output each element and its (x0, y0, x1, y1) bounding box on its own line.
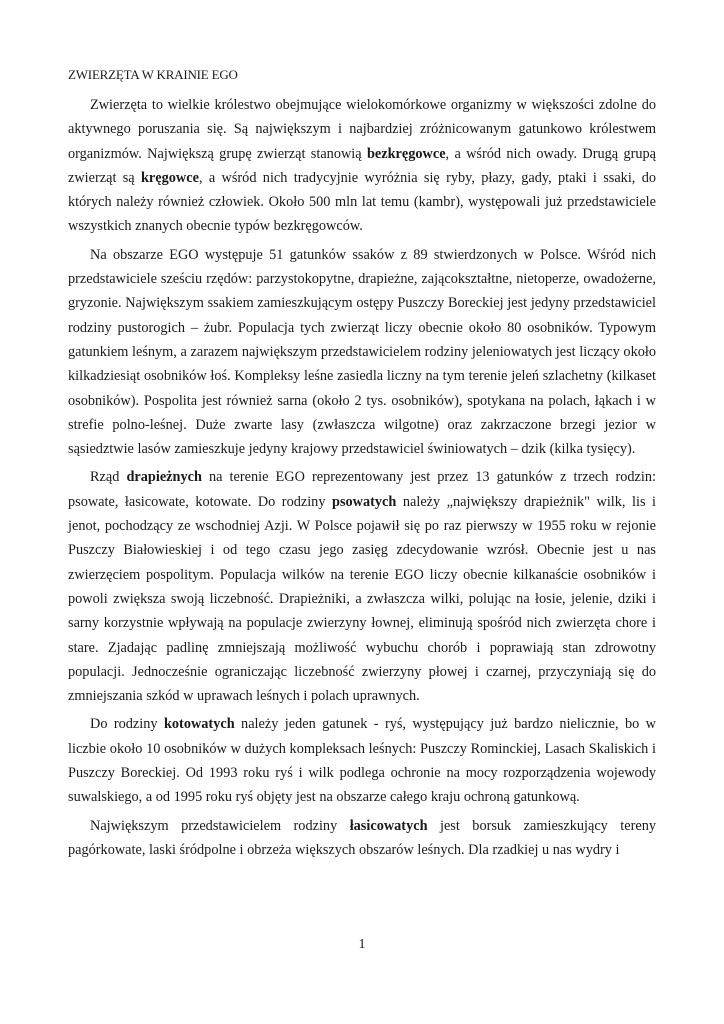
text-run: należy „największy drapieżnik" wilk, lis i jenot, pochodzący ze wschodniej Azji. W Polsce pojawił się po raz pierwszy w 1955 roku w rejonie Puszczy Białowieskiej i od tego czasu jego zasięg zdecydowanie wzrósł. Obecnie jest u nas zwierzęciem pospolitym. Populacja wilków na terenie EGO liczy obecnie kilkanaście osobników i powoli zwiększa swoją liczebność. Drapieżniki, a zwłaszcza wilki, polując na łosie, jelenie, dziki i sarny korzystnie wpływają na populacje zwierzyny łownej, eliminują spośród nich zwierzęta chore i stare. Zjadając padlinę zmniejszają możliwość wybuchu chorób i poprawiają stan zdrowotny populacji. Jednocześnie ograniczając liczebność zwierzyny płowej i czarnej, przyczyniają się do zmniejszania szkód w uprawach leśnych i polach uprawnych. (68, 493, 656, 705)
text-run: Największym przedstawicielem rodziny (90, 817, 350, 834)
document-body (68, 93, 656, 862)
paragraph (68, 465, 656, 708)
bold-term: łasicowatych (349, 817, 428, 834)
text-run: jest borsuk zamieszkujący tereny pagórkowate, laski śródpolne i obrzeża większych obszarów leśnych. Dla rzadkiej u nas wydry i (68, 817, 656, 858)
bold-term: kręgowce (140, 169, 199, 186)
paragraph (68, 712, 656, 809)
text-run: , a wśród nich tradycyjnie wyróżnia się ryby, płazy, gady, ptaki i ssaki, do których należy również człowiek. Około 500 mln lat temu (kambr), występowali już przedstawiciele wszystkich znanych obecnie typów bezkręgowców. (68, 169, 656, 235)
document-title: ZWIERZĘTA W KRAINIE EGO (68, 67, 238, 82)
paragraph (68, 243, 656, 462)
text-run: Na obszarze EGO występuje 51 gatunków ssaków z 89 stwierdzonych w Polsce. Wśród nich przedstawiciele sześciu rzędów: parzystokopytne, drapieżne, zającokształtne, nietoperze, owadożerne, gryzonie. Największym ssakiem zamieszkującym ostępy Puszczy Boreckiej jest jedyny przedstawiciel rodziny pustorogich – żubr. Populacja tych zwierząt liczy obecnie około 80 osobników. Typowym gatunkiem leśnym, a zarazem największym przedstawicielem rodziny jeleniowatych jest liczący około kilkadziesiąt osobników łoś. Kompleksy leśne zasiedla liczny na tym terenie jeleń szlachetny (kilkaset osobników). Pospolita jest również sarna (około 2 tys. osobników), spotykana na polach, łąkach i w strefie polno-leśnej. Duże zwarte lasy (zwłaszcza wilgotne) oraz zakrzaczone brzegi jezior w sąsiedztwie lasów zamieszkuje jedyny krajowy przedstawiciel świniowatych – dzik (kilka tysięcy). (68, 246, 656, 458)
paragraph (68, 814, 656, 863)
text-run: , a wśród nich owady. Drugą grupą zwierząt są (68, 145, 656, 186)
text-run: Rząd (90, 469, 127, 486)
text-run: na terenie EGO reprezentowany jest przez 13 gatunków z trzech rodzin: psowate, łasicowate, kotowate. Do rodziny (68, 469, 656, 510)
bold-term: bezkręgowce (366, 145, 446, 162)
bold-term: drapieżnych (126, 469, 202, 486)
document-page (68, 66, 656, 866)
text-run: Zwierzęta to wielkie królestwo obejmujące wielokomórkowe organizmy w większości zdolne do aktywnego poruszania się. Są największym i najbardziej zróżnicowanym gatunkowo królestwem organizmów. Największą grupę zwierząt stanowią (68, 97, 656, 162)
page-number: 1 (358, 937, 366, 952)
bold-term: kotowatych (163, 716, 235, 733)
bold-term: psowatych (332, 493, 397, 510)
text-run: należy jeden gatunek - ryś, występujący już bardzo nielicznie, bo w liczbie około 10 osobników w dużych kompleksach leśnych: Puszczy Rominckiej, Lasach Skaliskich i Puszczy Boreckiej. Od 1993 roku ryś i wilk podlega ochronie na mocy rozporządzenia wojewody suwalskiego, a od 1995 roku ryś objęty jest na obszarze całego kraju ochroną gatunkową. (68, 716, 656, 806)
text-run: Do rodziny (90, 716, 164, 733)
paragraph (68, 93, 656, 239)
